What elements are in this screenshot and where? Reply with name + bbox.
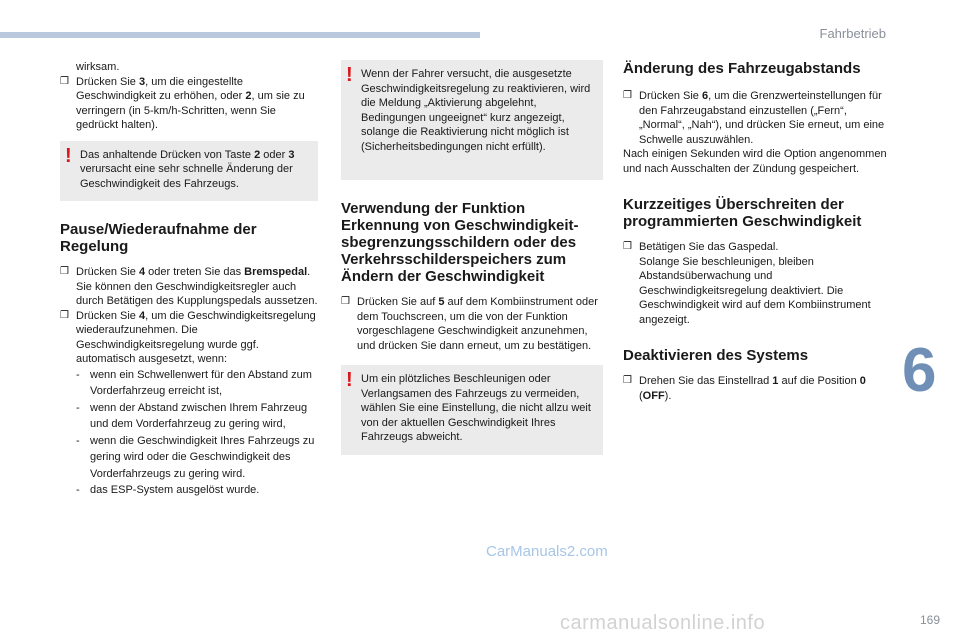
watermark-site: carmanualsonline.info (560, 612, 766, 634)
section-heading: Deaktivieren des Systems (623, 347, 809, 364)
section-heading: Änderung des Fahrzeugabstands (623, 60, 861, 77)
square-check-icon: ❒ (623, 241, 632, 252)
warning-box (60, 141, 318, 202)
exclamation-icon: ! (346, 64, 353, 86)
section-heading: Kurzzeitiges Überschreiten der programmierten Geschwindigkeit (623, 196, 862, 230)
square-check-icon: ❒ (60, 266, 69, 277)
continued-text: wirksam. (76, 61, 120, 73)
warning-text: Wenn der Fahrer versucht, die ausgesetzte Geschwindigkeitsregelung zu reaktivieren, wird die Meldung „Aktivierung abgelehnt, Bedingungen ungeeignet“ kurz angezeigt, solange die Reaktivierung nicht möglich ist (Sicherheitsbedingungen nicht erfüllt). (361, 68, 591, 153)
list-item: ❒ Drücken Sie auf 5 auf dem Kombiinstrument oder dem Touchscreen, um die von der Funktion vorgeschlagene Geschwindigkeit anzunehmen, und drücken Sie dann erneut, um zu bestätigen. (341, 296, 598, 352)
list-item: ❒ Drücken Sie 4, um die Geschwindigkeitsregelung wiederaufzunehmen. Die Geschwindigkeitsregelung wurde ggf. automatisch ausgesetzt, wenn: (60, 309, 316, 365)
list-item: ❒ Drücken Sie 3, um die eingestellte Geschwindigkeit zu erhöhen, oder 2, um sie zu verringern (in 5-km/h-Schritten, wenn Sie gedrückt halten). (60, 75, 305, 131)
column-1 (60, 60, 318, 499)
square-check-icon: ❒ (623, 375, 632, 386)
column-3 (623, 60, 893, 403)
paragraph: Solange Sie beschleunigen, bleiben Abstandsüberwachung und Geschwindigkeitsregelung deaktiviert. Die Geschwindigkeit wird auf dem Kombiinstrument angezeigt. (639, 255, 871, 326)
list-item: ❒ Drehen Sie das Einstellrad 1 auf die Position 0 (OFF). (623, 375, 866, 402)
section-heading: Verwendung der Funktion Erkennung von Geschwindigkeit-sbegrenzungsschildern oder des Verkehrsschilderspeichers zum Ändern der Geschwindigkeit (341, 200, 579, 285)
watermark: CarManuals2.com (486, 543, 608, 560)
list-item: ❒ Betätigen Sie das Gaspedal. (623, 241, 779, 253)
exclamation-icon: ! (346, 369, 353, 391)
warning-text: Das anhaltende Drücken von Taste 2 oder 3 verursacht eine sehr schnelle Änderung der Geschwindigkeit des Fahrzeugs. (80, 148, 295, 190)
section-title: Fahrbetrieb (819, 26, 886, 41)
square-check-icon: ❒ (60, 75, 69, 87)
dash-item: - wenn der Abstand zwischen Ihrem Fahrzeug und dem Vorderfahrzeug zu gering wird, (76, 401, 308, 430)
exclamation-icon: ! (65, 144, 72, 167)
dash-item: - wenn die Geschwindigkeit Ihres Fahrzeugs zu gering wird oder die Geschwindigkeit des Vorderfahrzeugs zu gering wird. (76, 434, 315, 480)
header-bar (0, 32, 480, 38)
square-check-icon: ❒ (60, 309, 69, 321)
dash-item: - wenn ein Schwellenwert für den Abstand zum Vorderfahrzeug erreicht ist, (76, 368, 312, 397)
chapter-number: 6 (902, 336, 937, 405)
column-2 (341, 60, 603, 455)
warning-box (341, 365, 603, 455)
warning-text: Um ein plötzliches Beschleunigen oder Verlangsamen des Fahrzeugs zu vermeiden, wählen Sie eine Einstellung, die nicht allzu weit von der aktuellen Geschwindigkeit Ihres Fahrzeugs abweicht. (361, 373, 591, 443)
square-check-icon: ❒ (341, 296, 350, 307)
square-check-icon: ❒ (623, 90, 632, 101)
list-item: ❒ Drücken Sie 4 oder treten Sie das Bremspedal. Sie können den Geschwindigkeitsregler auch durch Betätigen des Kupplungspedals aussetzen. (60, 266, 318, 307)
page-number: 169 (919, 613, 940, 627)
paragraph: Nach einigen Sekunden wird die Option angenommen und nach Ausschalten der Zündung gespeichert. (623, 148, 887, 175)
chapter-tab (902, 332, 960, 410)
list-item: ❒ Drücken Sie 6, um die Grenzwerteinstellungen für den Fahrzeugabstand einzustellen („Fern“, „Normal“, „Nah“), und drücken Sie erneut, um eine Schwelle auszuwählen. (623, 90, 885, 146)
warning-box (341, 60, 603, 180)
section-heading: Pause/Wiederaufnahme der Regelung (60, 221, 257, 255)
dash-item: - das ESP-System ausgelöst wurde. (76, 484, 260, 496)
